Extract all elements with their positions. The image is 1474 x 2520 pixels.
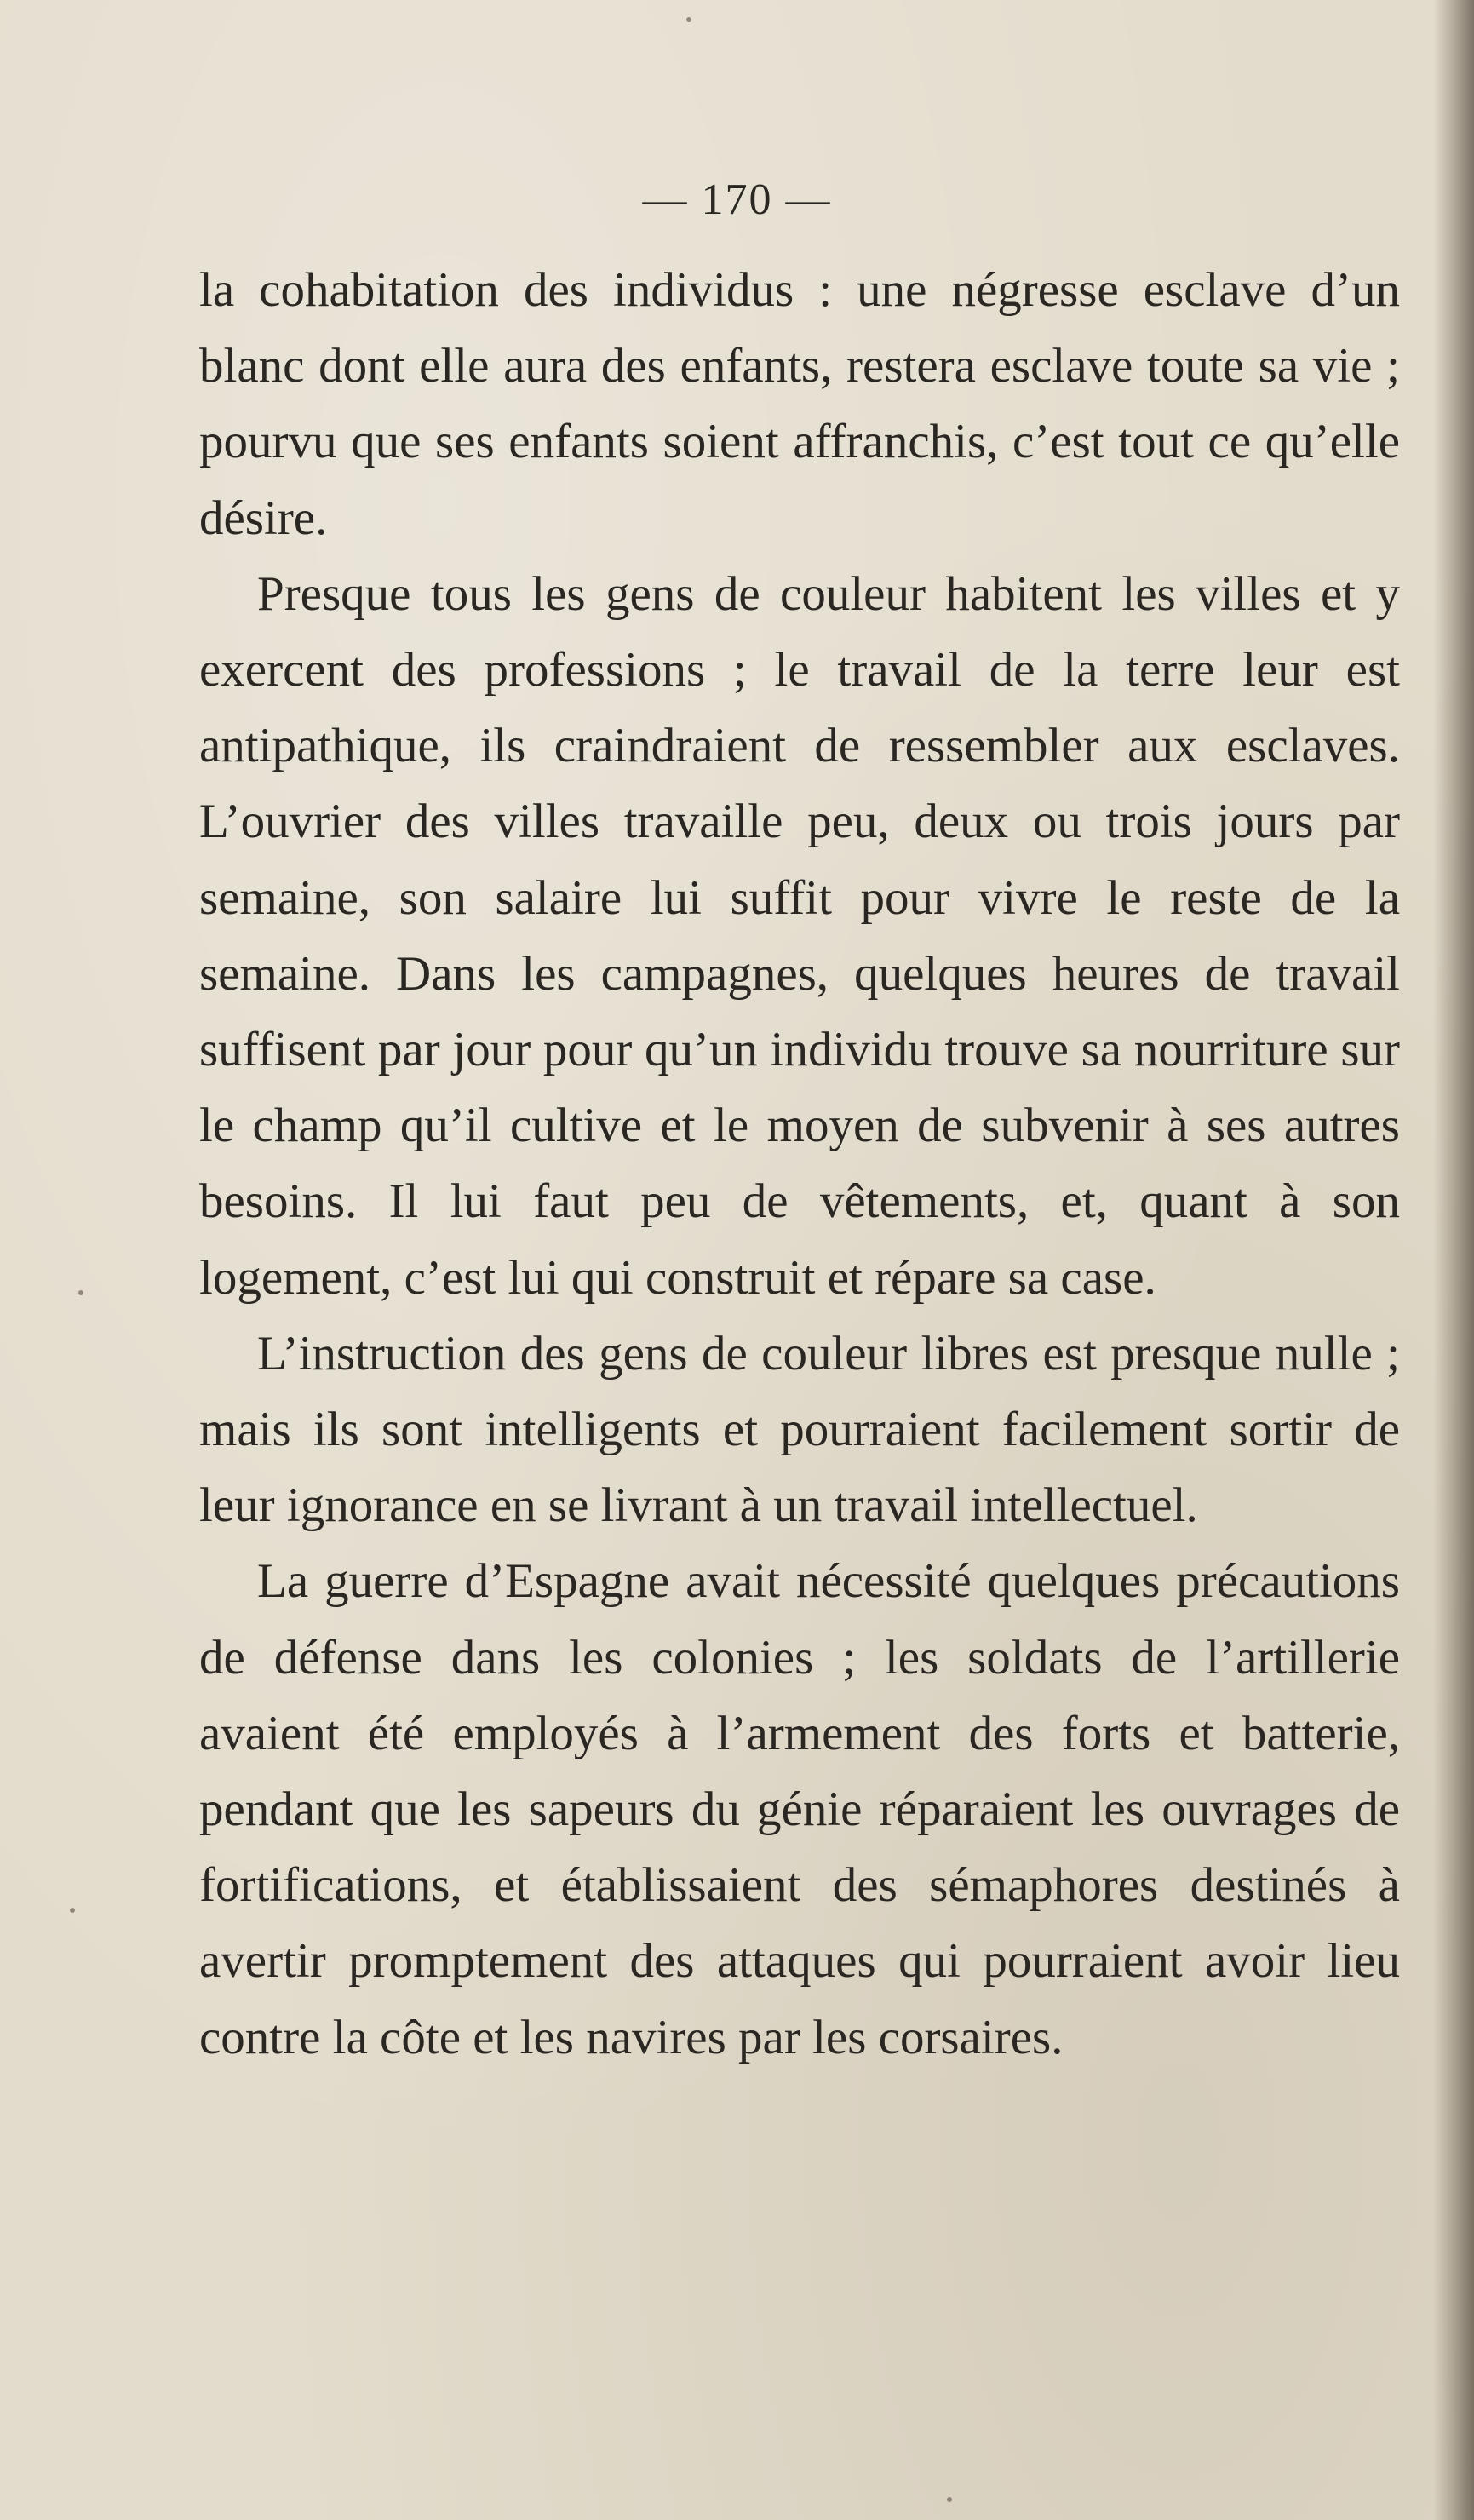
page-binding-shadow <box>1433 0 1474 2520</box>
body-text <box>199 252 1400 2075</box>
ink-speck <box>78 1290 83 1295</box>
ink-speck <box>686 17 691 22</box>
paragraph: Presque tous les gens de couleur habitent les villes et y exercent des professions ; le travail de la terre leur est antipathique, ils craindraient de ressembler aux esclaves. L’ouvrier des villes travaille peu, deux ou trois jours par semaine, son salaire lui suffit pour vivre le reste de la semaine. Dans les campagnes, quelques heures de travail suffisent par jour pour qu’un individu trouve sa nourriture sur le champ qu’il cultive et le moyen de subvenir à ses autres besoins. Il lui faut peu de vêtements, et, quant à son logement, c’est lui qui construit et répare sa case. <box>199 566 1400 1305</box>
ink-speck <box>70 1908 75 1913</box>
paragraph: L’instruction des gens de couleur libres est presque nulle ; mais ils sont intelligents et pourraient facilement sortir de leur ignorance en se livrant à un travail intellectuel. <box>199 1326 1400 1533</box>
ink-speck <box>947 2497 952 2502</box>
paragraph: La guerre d’Espagne avait nécessité quelques précautions de défense dans les colonies ; les soldats de l’artillerie avaient été employés à l’armement des forts et batterie, pendant que les sapeurs du génie réparaient les ouvrages de fortifications, et établissaient des sémaphores destinés à avertir promptement des attaques qui pourraient avoir lieu contre la côte et les navires par les corsaires. <box>199 1554 1400 2064</box>
page-number: — 170 — <box>642 175 832 224</box>
paragraph: la cohabitation des individus : une négresse esclave d’un blanc dont elle aura des enfants, restera esclave toute sa vie ; pourvu que ses enfants soient affranchis, c’est tout ce qu’elle désire. <box>199 263 1400 545</box>
